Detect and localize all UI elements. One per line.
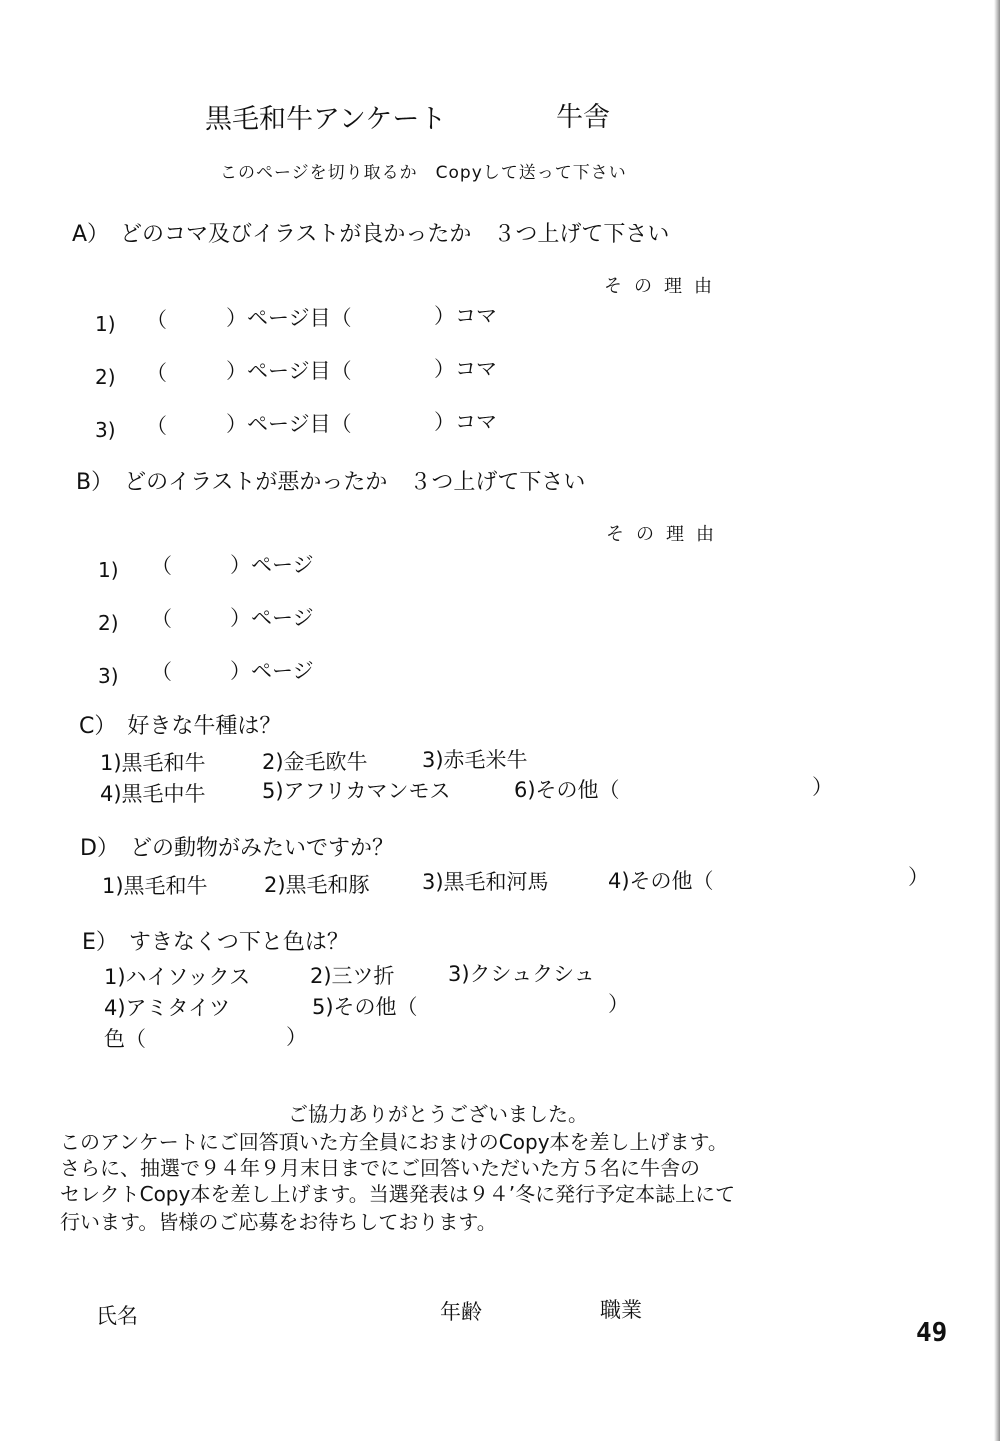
page-label: ）ページ目（ — [226, 306, 352, 330]
option-e1: 1)ハイソックス — [104, 965, 251, 989]
thanks-message: ご協力ありがとうございました。 — [288, 1102, 588, 1126]
page-label: ）ページ目（ — [226, 412, 352, 436]
page-open-paren: （ — [151, 554, 172, 578]
page-label: ）ページ — [230, 553, 314, 577]
page-edge-shadow — [994, 0, 1000, 1441]
question-d: D） どの動物がみたいですか？ — [80, 836, 394, 861]
row-number: 2) — [95, 365, 116, 389]
closing-line-4: 行います。皆様のご応募をお待ちしております。 — [60, 1210, 497, 1234]
page-open-paren: （ — [151, 607, 172, 631]
name-label: 氏名 — [96, 1304, 138, 1328]
page-open-paren: （ — [146, 308, 167, 332]
question-b: B） どのイラストが悪かったか ３つ上げて下さい — [76, 470, 586, 495]
option-d3: 3)黒毛和河馬 — [422, 870, 549, 894]
option-e5-close-paren: ） — [608, 992, 629, 1016]
panel-label: ）コマ — [434, 304, 497, 328]
option-d4: 4)その他（ — [608, 869, 714, 893]
closing-line-2: さらに、抽選で９４年９月末日までにご回答いただいた方５名に牛舎の — [60, 1156, 700, 1180]
page-label: ）ページ目（ — [226, 359, 352, 383]
option-e3: 3)クシュクシュ — [448, 962, 595, 986]
option-c6-close-paren: ） — [812, 775, 833, 799]
closing-line-1: このアンケートにご回答頂いた方全員におまけのCopy本を差し上げます。 — [60, 1130, 728, 1154]
page-label: ）ページ — [230, 606, 314, 630]
page-open-paren: （ — [151, 660, 172, 684]
reason-label-a: その理由 — [604, 276, 724, 297]
option-c2: 2)金毛欧牛 — [262, 750, 368, 774]
publisher-name: 牛舎 — [556, 102, 610, 133]
age-label: 年齢 — [440, 1300, 482, 1324]
question-a: A） どのコマ及びイラストが良かったか ３つ上げて下さい — [72, 222, 670, 247]
option-e4: 4)アミタイツ — [104, 996, 231, 1020]
option-c4: 4)黒毛中牛 — [100, 782, 206, 806]
row-number: 3) — [95, 418, 116, 442]
option-c3: 3)赤毛米牛 — [422, 748, 528, 772]
color-label: 色（ — [104, 1027, 146, 1051]
panel-label: ）コマ — [434, 410, 497, 434]
option-d1: 1)黒毛和牛 — [102, 874, 208, 898]
copy-instruction: このページを切り取るか Copyして送って下さい — [220, 163, 627, 183]
page-label: ）ページ — [230, 659, 314, 683]
survey-title: 黒毛和牛アンケート — [205, 104, 447, 135]
page-open-paren: （ — [146, 361, 167, 385]
question-c: C） 好きな牛種は？ — [79, 714, 282, 739]
row-number: 3) — [98, 664, 119, 688]
reason-label-b: その理由 — [606, 524, 726, 545]
page-open-paren: （ — [146, 414, 167, 438]
row-number: 1) — [98, 558, 119, 582]
panel-label: ）コマ — [434, 357, 497, 381]
question-e: E） すきなくつ下と色は？ — [82, 930, 349, 955]
closing-line-3: セレクトCopy本を差し上げます。当選発表は９４’冬に発行予定本誌上にて — [60, 1182, 736, 1206]
page-number: 49 — [916, 1318, 948, 1348]
option-d4-close-paren: ） — [908, 865, 929, 889]
option-c6: 6)その他（ — [514, 778, 620, 802]
option-c1: 1)黒毛和牛 — [100, 751, 206, 775]
option-d2: 2)黒毛和豚 — [264, 873, 370, 897]
option-c5: 5)アフリカマンモス — [262, 779, 451, 803]
occupation-label: 職業 — [600, 1298, 642, 1322]
row-number: 2) — [98, 611, 119, 635]
option-e5: 5)その他（ — [312, 995, 418, 1019]
row-number: 1) — [95, 312, 116, 336]
color-close-paren: ） — [286, 1025, 307, 1049]
option-e2: 2)三ツ折 — [310, 964, 395, 988]
